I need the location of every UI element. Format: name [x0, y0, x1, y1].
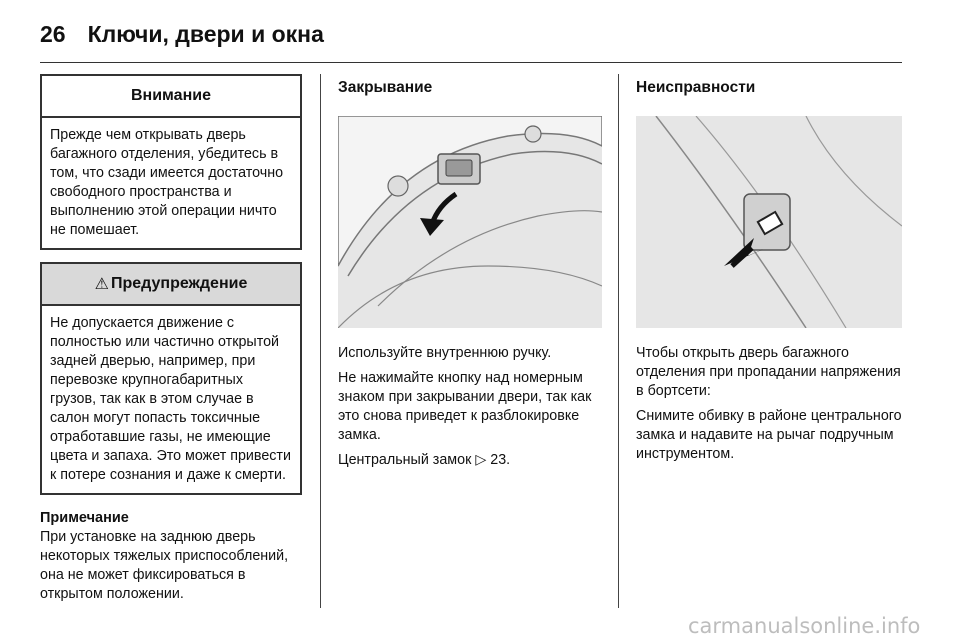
note-text: При установке на заднюю дверь некоторых тяжелых приспособлений, она не может фиксироваться в открытом положении. [40, 529, 289, 602]
warning-box [40, 262, 302, 495]
paragraph-remove-trim: Снимите обивку в районе центрального замка и надавите на рычаг подручным инструментом. [636, 408, 902, 462]
warning-title: Предупреждение [111, 275, 248, 292]
paragraph-central-lock [338, 451, 602, 470]
page-header [40, 14, 920, 54]
attention-title: Внимание [42, 76, 300, 118]
watermark-text: carmanualsonline.info [688, 614, 921, 638]
page-title: Ключи, двери и окна [87, 20, 324, 47]
paragraph-open-without-power: Чтобы открыть дверь багажного отделения при пропадании напряжения в бортсети: [636, 345, 901, 399]
section-title-closing: Закрывание [338, 79, 433, 96]
column-right [636, 74, 902, 470]
note-title: Примечание [40, 510, 129, 526]
page-number: 26 [40, 20, 66, 47]
attention-text: Прежде чем открывать дверь багажного отделения, убедитесь в том, что сзади имеется достаточно свободного пространства и выполнению этой операции ничто не помешает. [50, 127, 284, 238]
tailgate-handle-illustration [338, 116, 602, 328]
warning-header [42, 264, 300, 306]
column-divider [618, 74, 619, 608]
paragraph-use-handle: Используйте внутреннюю ручку. [338, 345, 552, 361]
column-middle [338, 74, 602, 476]
paragraph-do-not-press: Не нажимайте кнопку над номерным знаком при закрывании двери, так как это снова приведет к разблокировке замка. [338, 370, 592, 443]
header-divider [40, 62, 902, 63]
page-reference-icon: ▷ [475, 452, 491, 468]
central-lock-page: 23. [490, 452, 511, 468]
section-title-malfunction: Неисправности [636, 79, 756, 96]
warning-text: Не допускается движение с полностью или частично открытой задней дверью, например, при перевозке крупногабаритных грузов, так как в этом случае в салон могут попасть токсичные отработавшие газы, не имеющие цвета и запаха. Это может привести к потере сознания и даже к смерти. [50, 315, 291, 483]
note-block [40, 509, 302, 604]
column-divider [320, 74, 321, 608]
warning-triangle-icon: ⚠ [94, 276, 109, 293]
column-left [40, 74, 302, 604]
attention-box [40, 74, 302, 250]
lock-lever-illustration [636, 116, 902, 328]
central-lock-text: Центральный замок [338, 452, 476, 468]
